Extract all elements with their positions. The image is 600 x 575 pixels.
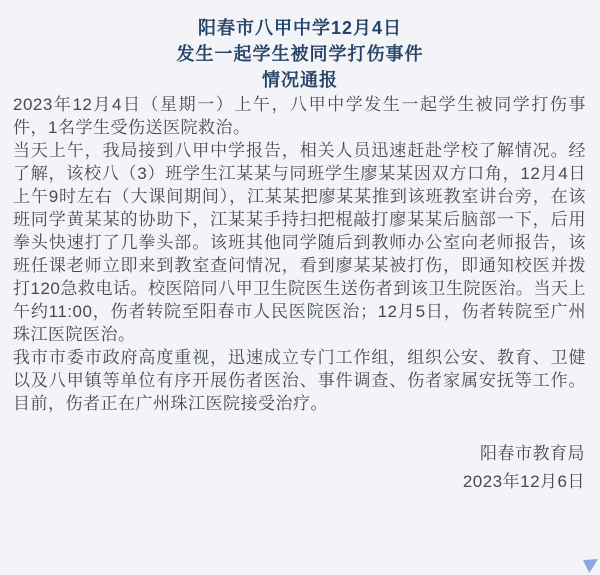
title-line-school-date: 阳春市八甲中学12月4日	[197, 18, 403, 38]
title-line-incident: 发生一起学生被同学打伤事件	[176, 44, 424, 64]
signature-organization: 阳春市教育局	[480, 444, 585, 463]
notice-body	[0, 93, 600, 415]
paragraph-incident-summary: 2023年12月4日（星期一）上午，八甲中学发生一起学生被同学打伤事件，1名学生受伤送医院救治。	[13, 95, 586, 137]
notice-title	[0, 0, 600, 93]
signature-date: 2023年12月6日	[462, 472, 585, 491]
paragraph-government-response: 我市市委市政府高度重视，迅速成立专门工作组，组织公安、教育、卫健以及八甲镇等单位有序开展伤者医治、事件调查、伤者家属安抚等工作。目前，伤者正在广州珠江医院接受治疗。	[13, 348, 586, 413]
paragraph-investigation-details: 当天上午，我局接到八甲中学报告，相关人员迅速赶赴学校了解情况。经了解，该校八（3）班学生江某某与同班学生廖某某因双方口角，12月4日上午9时左右（大课间期间），江某某把廖某某推到该班教室讲台旁，在该班同学黄某某的协助下，江某某手持扫把棍敲打廖某某后脑部一下，后用拳头快速打了几拳头部。该班其他同学随后到教师办公室向老师报告，该班任课老师立即来到教室查问情况，看到廖某某被打伤，即通知校医并拨打120急救电话。校医陪同八甲卫生院医生送伤者到该卫生院医治。当天上午约11:00，伤者转院至阳春市人民医院医治；12月5日，伤者转院至广州珠江医院医治。	[13, 141, 586, 344]
corner-triangle-icon	[583, 559, 598, 573]
title-line-report-type: 情况通报	[262, 70, 338, 90]
signature-block	[0, 440, 600, 496]
